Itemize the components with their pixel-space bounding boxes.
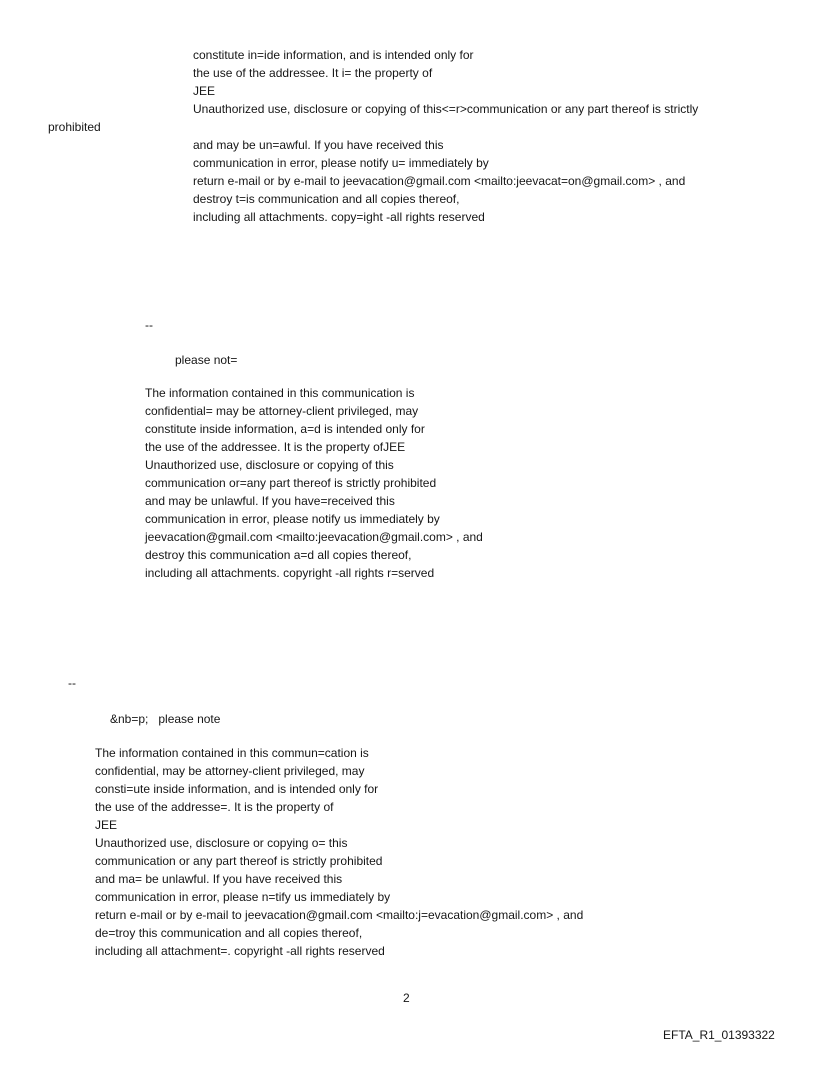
text-line: Unauthorized use, disclosure or copying o= this: [95, 836, 348, 850]
text-line: jeevacation@gmail.com <mailto:jeevacation@gmail.com> , and: [145, 530, 483, 544]
text-line: destroy t=is communication and all copies thereof,: [193, 192, 460, 206]
text-line: JEE: [95, 818, 118, 832]
please-note-line-1: please not=: [175, 353, 238, 367]
text-line: destroy this communication a=d all copies thereof,: [145, 548, 412, 562]
signature-separator-1: --: [145, 318, 153, 332]
text-line: and may be unlawful. If you have=received this: [145, 494, 395, 508]
text-line: and ma= be unlawful. If you have received this: [95, 872, 343, 886]
text-line: communication in error, please notify u= immediately by: [193, 156, 489, 170]
signature-separator-2: --: [68, 676, 76, 690]
disclaimer-block-2: [193, 136, 685, 226]
text-line: communication or any part thereof is strictly prohibited: [95, 854, 383, 868]
disclaimer-block-4: [95, 744, 583, 960]
text-line: constitute inside information, a=d is intended only for: [145, 422, 425, 436]
text-line: JEE: [193, 84, 216, 98]
text-line: and may be un=awful. If you have received this: [193, 138, 444, 152]
text-line: communication in error, please notify us immediately by: [145, 512, 440, 526]
wrapped-word-prohibited: prohibited: [48, 120, 101, 134]
text-line: including all attachment=. copyright -all rights reserved: [95, 944, 385, 958]
text-line: confidential, may be attorney-client privileged, may: [95, 764, 365, 778]
text-line: return e-mail or by e-mail to jeevacation@gmail.com <mailto:jeevacat=on@gmail.com> , and: [193, 174, 686, 188]
text-line: de=troy this communication and all copies thereof,: [95, 926, 363, 940]
text-line: Unauthorized use, disclosure or copying of this<=r>communication or any part thereof is strictly: [193, 102, 699, 116]
text-line: communication or=any part thereof is strictly prohibited: [145, 476, 437, 490]
disclaimer-block-1: [193, 46, 698, 118]
page-number: 2: [403, 991, 410, 1005]
text-line: including all attachments. copyright -all rights r=served: [145, 566, 435, 580]
disclaimer-block-3: [145, 384, 483, 582]
text-line: constitute in=ide information, and is intended only for: [193, 48, 474, 62]
text-line: Unauthorized use, disclosure or copying of this: [145, 458, 394, 472]
please-note-line-2: &nb=p; please note: [110, 712, 221, 726]
text-line: the use of the addressee. It i= the property of: [193, 66, 433, 80]
text-line: the use of the addressee. It is the property ofJEE: [145, 440, 406, 454]
text-line: confidential= may be attorney-client privileged, may: [145, 404, 419, 418]
text-line: The information contained in this communication is: [145, 386, 415, 400]
text-line: consti=ute inside information, and is intended only for: [95, 782, 379, 796]
text-line: return e-mail or by e-mail to jeevacation@gmail.com <mailto:j=evacation@gmail.com> , and: [95, 908, 584, 922]
text-line: the use of the addresse=. It is the property of: [95, 800, 334, 814]
text-line: including all attachments. copy=ight -all rights reserved: [193, 210, 485, 224]
text-line: The information contained in this commun=cation is: [95, 746, 369, 760]
text-line: communication in error, please n=tify us immediately by: [95, 890, 391, 904]
bates-number: EFTA_R1_01393322: [663, 1028, 775, 1042]
